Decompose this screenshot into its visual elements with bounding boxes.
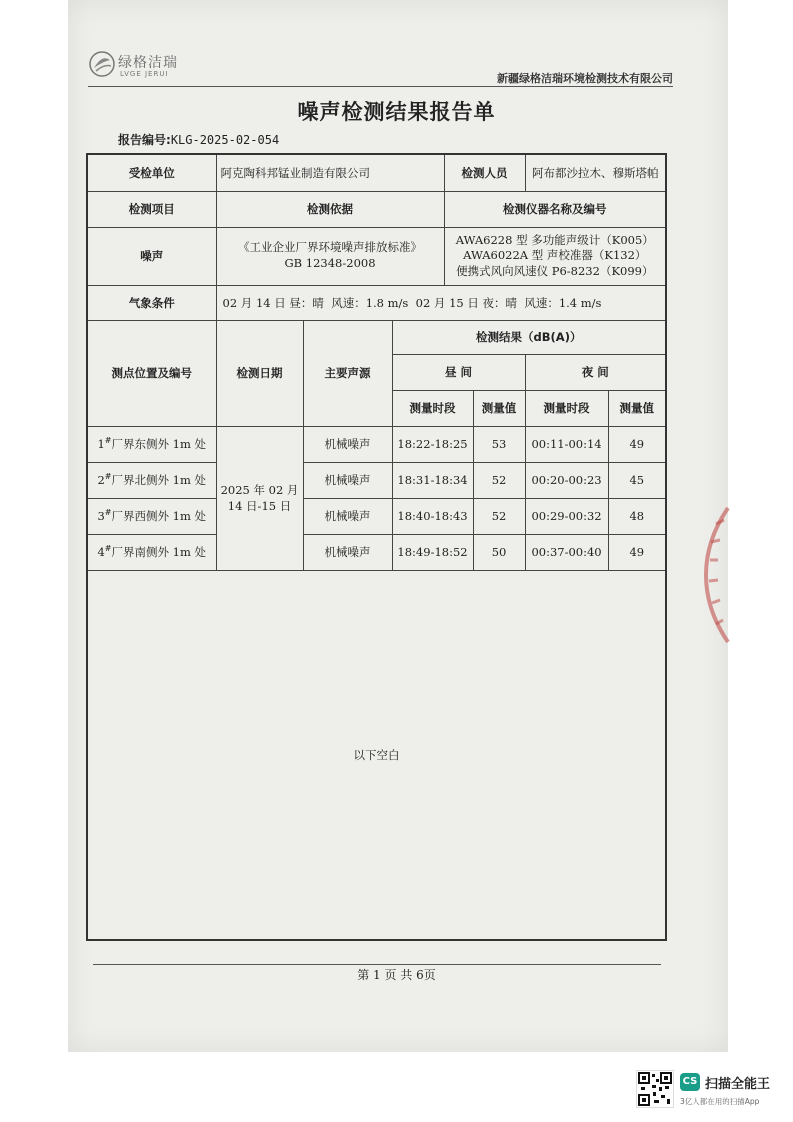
point-cell: 3#厂界西侧外 1m 处 <box>87 498 216 534</box>
client-row <box>87 154 666 191</box>
date-line-2: 14 日-15 日 <box>227 499 292 513</box>
day-period-header: 测量时段 <box>392 390 473 426</box>
camscanner-tagline: 3亿人都在用的扫描App <box>680 1097 760 1106</box>
camscanner-name: 扫描全能王 <box>705 1077 771 1092</box>
report-number <box>118 131 279 148</box>
night-value-cell: 48 <box>608 498 666 534</box>
day-value-cell: 52 <box>473 462 525 498</box>
basis-standard-code: GB 12348-2008 <box>284 256 376 270</box>
night-value-cell: 49 <box>608 426 666 462</box>
inspectors-value: 阿布都沙拉木、穆斯塔帕 <box>525 154 666 191</box>
point-cell: 1#厂界东侧外 1m 处 <box>87 426 216 462</box>
footer-divider <box>93 964 661 965</box>
weather-value: 02 月 14 日 昼：晴 风速：1.8 m/s 02 月 15 日 夜：晴 风速：1.4 m/s <box>216 285 666 320</box>
date-line-1: 2025 年 02 月 <box>220 483 299 497</box>
night-period-cell: 00:11-00:14 <box>525 426 608 462</box>
day-value-cell: 50 <box>473 534 525 570</box>
table-row <box>87 462 666 498</box>
day-period-cell: 18:22-18:25 <box>392 426 473 462</box>
date-cell <box>216 426 303 570</box>
instrument-2: AWA6022A 型 声校准器（K132） <box>463 248 647 263</box>
day-value-header: 测量值 <box>473 390 525 426</box>
item-row <box>87 227 666 285</box>
basis-cell <box>216 227 444 285</box>
instrument-1: AWA6228 型 多功能声级计（K005） <box>455 232 654 247</box>
result-header: 检测结果（dB(A)） <box>392 320 666 354</box>
night-period-cell: 00:29-00:32 <box>525 498 608 534</box>
item-header: 检测项目 <box>87 191 216 227</box>
instrument-cell <box>444 227 666 285</box>
header-divider <box>88 86 673 87</box>
table-row <box>87 426 666 462</box>
date-header: 检测日期 <box>216 320 303 426</box>
item-name: 噪声 <box>87 227 216 285</box>
company-logo <box>88 50 188 84</box>
inspectors-label: 检测人员 <box>444 154 525 191</box>
logo-name-cn: 绿格洁瑞 <box>118 55 178 71</box>
weather-row <box>87 285 666 320</box>
point-cell: 4#厂界南侧外 1m 处 <box>87 534 216 570</box>
point-header: 测点位置及编号 <box>87 320 216 426</box>
night-value-header: 测量值 <box>608 390 666 426</box>
night-value-cell: 49 <box>608 534 666 570</box>
red-seal-stamp <box>700 500 730 650</box>
item-header-row <box>87 191 666 227</box>
document-title: 噪声检测结果报告单 <box>297 100 496 124</box>
day-period-cell: 18:40-18:43 <box>392 498 473 534</box>
source-cell: 机械噪声 <box>303 462 392 498</box>
table-row <box>87 498 666 534</box>
results-header-row-1 <box>87 320 666 354</box>
day-period-cell: 18:49-18:52 <box>392 534 473 570</box>
noise-report-table <box>86 153 667 941</box>
report-number-label: 报告编号: <box>118 133 171 147</box>
basis-standard-name: 《工业企业厂界环境噪声排放标准》 <box>238 240 423 255</box>
qr-code-icon <box>636 1070 674 1108</box>
camscanner-badge-icon: CS <box>680 1073 700 1091</box>
day-header: 昼 间 <box>392 354 525 390</box>
blank-note: 以下空白 <box>87 570 666 940</box>
instrument-3: 便携式风向风速仪 P6-8232（K099） <box>456 263 654 278</box>
basis-header: 检测依据 <box>216 191 444 227</box>
night-value-cell: 45 <box>608 462 666 498</box>
client-label: 受检单位 <box>87 154 216 191</box>
blank-area-row <box>87 570 666 940</box>
instrument-header: 检测仪器名称及编号 <box>444 191 666 227</box>
night-period-cell: 00:20-00:23 <box>525 462 608 498</box>
day-value-cell: 53 <box>473 426 525 462</box>
night-period-cell: 00:37-00:40 <box>525 534 608 570</box>
logo-name-en: LVGE JERUI <box>120 70 169 78</box>
report-number-value: KLG-2025-02-054 <box>170 133 280 147</box>
source-cell: 机械噪声 <box>303 534 392 570</box>
point-cell: 2#厂界北侧外 1m 处 <box>87 462 216 498</box>
source-header: 主要声源 <box>303 320 392 426</box>
table-row <box>87 534 666 570</box>
page-number: 第 1 页 共 6页 <box>357 968 436 982</box>
source-cell: 机械噪声 <box>303 426 392 462</box>
day-period-cell: 18:31-18:34 <box>392 462 473 498</box>
logo-leaf-icon <box>88 50 116 78</box>
source-cell: 机械噪声 <box>303 498 392 534</box>
weather-label: 气象条件 <box>87 285 216 320</box>
client-value: 阿克陶科邦锰业制造有限公司 <box>216 154 444 191</box>
night-header: 夜 间 <box>525 354 666 390</box>
night-period-header: 测量时段 <box>525 390 608 426</box>
company-header: 新疆绿格洁瑞环境检测技术有限公司 <box>497 72 673 85</box>
day-value-cell: 52 <box>473 498 525 534</box>
